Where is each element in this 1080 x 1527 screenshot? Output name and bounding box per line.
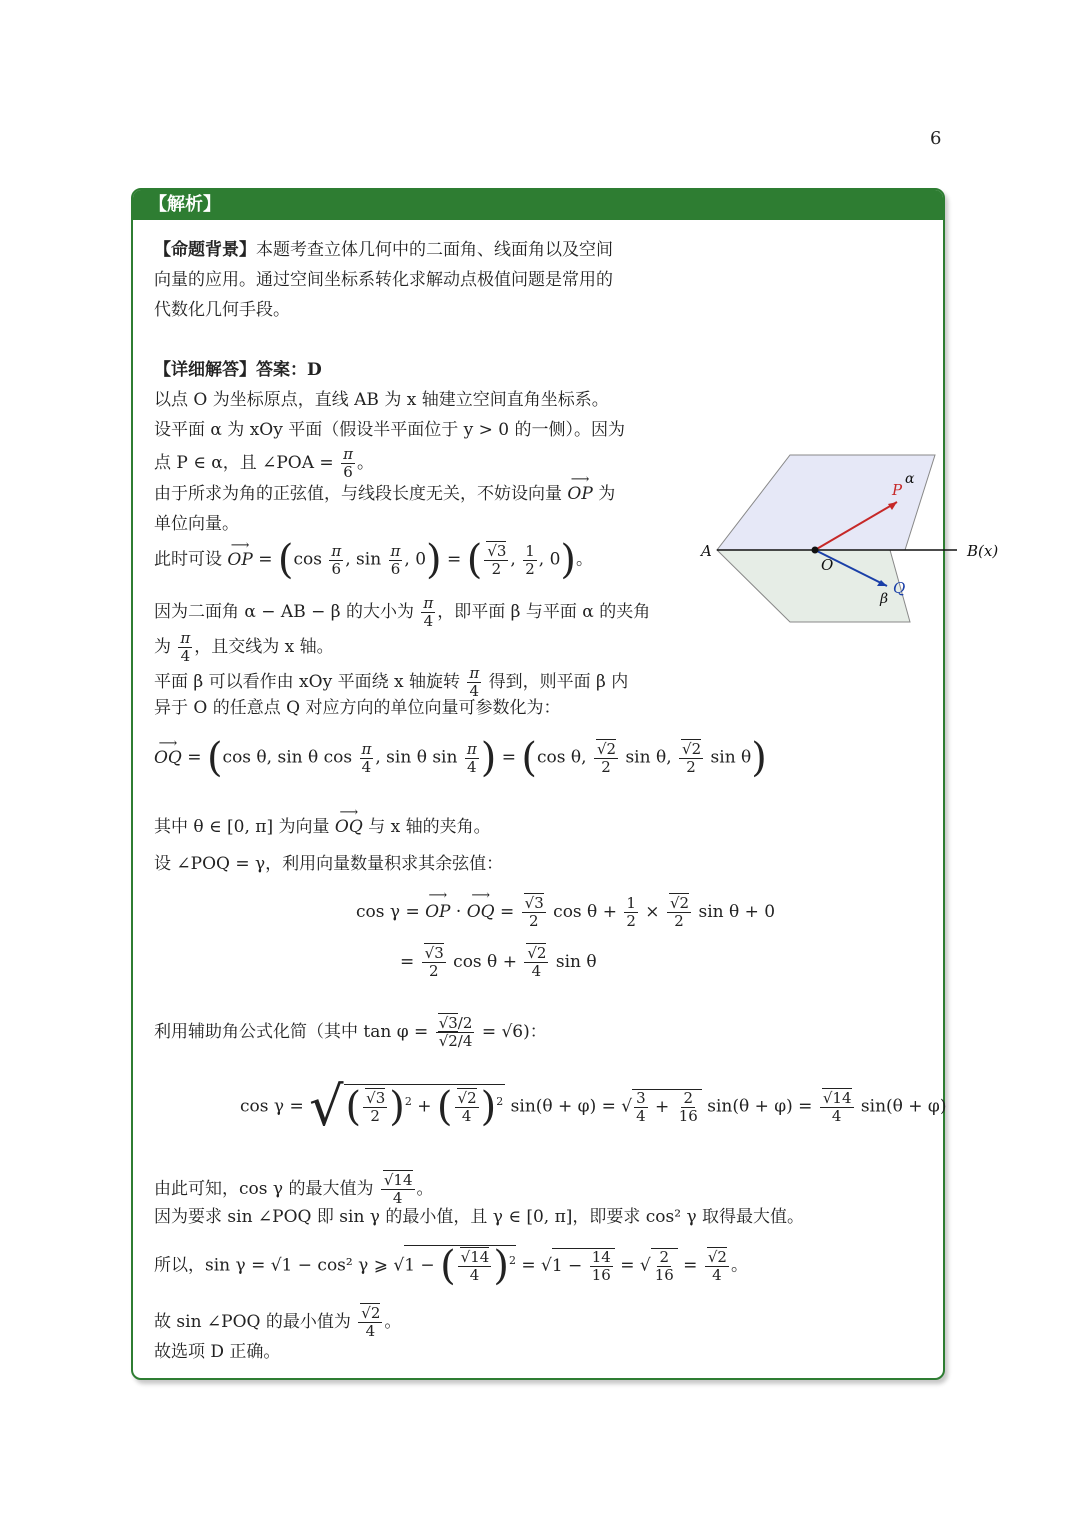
solution-line-4: 由于所求为角的正弦值，与线段长度无关，不妨设向量 ⟶ OP 为 (154, 482, 615, 506)
plane-alpha (717, 455, 935, 550)
background-line-2: 向量的应用。通过空间坐标系转化求解动点极值问题是常用的 (154, 270, 613, 290)
solution-line-5: 单位向量。 (154, 514, 239, 534)
solution-line-1: 以点 O 为坐标原点，直线 AB 为 x 轴建立空间直角坐标系。 (154, 390, 609, 410)
label-alpha: α (905, 471, 915, 487)
cos-gamma-auxiliary-equation: cos γ = √( $\frac{√3}{2}$ )$^2$ + ( $\frac{√2}{4}$ )$^2$ sin(θ + φ) = √ $\frac{3}{4}$ + $\frac{2}{16}$ sin(θ + φ) = $\frac{√14}{4}$ sin(θ + φ) (240, 1075, 947, 1138)
solution-line-16: 所以，sin γ = √1 − cos² γ ⩾ √1 − ( $\frac{√14}{4}$ )$^2$ = √1 − $\frac{14}{16}$ = √ $\frac{2}{16}$ = $\frac{√2}{4}$ 。 (154, 1243, 748, 1289)
fraction: $\frac{\pi}{6}$ (343, 445, 353, 481)
solution-line-15: 因为要求 sin ∠POQ 即 sin γ 的最小值，且 γ ∈ [0, π]，即要求 cos² γ 取得最大值。 (154, 1207, 805, 1227)
label-B: B(x) (967, 542, 999, 560)
solution-line-8: 为 $\frac{\pi}{4}$ ，且交线为 x 轴。 (154, 629, 334, 665)
background-line-1: 【命题背景】本题考查立体几何中的二面角、线面角以及空间 (154, 240, 613, 260)
label-P: P (892, 481, 903, 499)
solution-line-10: 异于 O 的任意点 Q 对应方向的单位向量可参数化为： (154, 698, 561, 718)
page-number: 6 (930, 128, 942, 149)
label-Q: Q (893, 579, 906, 597)
solution-line-3: 点 P ∈ α，且 ∠POA = $\frac{\pi}{6}$ 。 (154, 445, 374, 481)
point-O (812, 547, 819, 554)
solution-label: 【详细解答】答案：D (154, 360, 322, 380)
solution-line-18: 故选项 D 正确。 (154, 1342, 281, 1362)
label-beta: β (880, 591, 889, 607)
background-label: 【命题背景】 (154, 240, 256, 260)
label-A: A (701, 542, 712, 560)
op-vector-equation: 此时可设 ⟶ OP = (cos $\frac{\pi}{6}$ , sin $\frac{\pi}{6}$ , 0) = ( $\frac{√3}{2}$ , $\frac{1}{2}$ , 0)。 (154, 540, 593, 580)
label-O: O (821, 556, 834, 574)
solution-line-13: 利用辅助角公式化简（其中 tan φ = $\frac{√3/2}{√2/4}$ = √6)： (154, 1014, 547, 1050)
vector-OP: ⟶ OP (567, 482, 592, 506)
solution-line-12: 设 ∠POQ = γ，利用向量数量积求其余弦值： (154, 854, 504, 874)
solution-line-2: 设平面 α 为 xOy 平面（假设半平面位于 y > 0 的一侧）。因为 (154, 420, 626, 440)
cos-gamma-equation-2: = $\frac{√3}{2}$ cos θ + $\frac{√2}{4}$ sin θ (400, 944, 597, 980)
panel-title: 【解析】 (133, 190, 943, 220)
background-line-3: 代数化几何手段。 (154, 300, 290, 320)
solution-line-17: 故 sin ∠POQ 的最小值为 $\frac{√2}{4}$ 。 (154, 1304, 402, 1340)
oq-vector-equation: ⟶ OQ = (cos θ, sin θ cos $\frac{\pi}{4}$ , sin θ sin $\frac{\pi}{4}$ ) = (cos θ, $\frac{√2}{2}$ sin θ, $\frac{√2}{2}$ sin θ) (154, 738, 767, 778)
cos-gamma-equation-1: cos γ = ⟶ OP · ⟶ OQ = $\frac{√3}{2}$ cos θ + $\frac{1}{2}$ × $\frac{√2}{2}$ sin θ + 0 (356, 895, 775, 930)
solution-line-14: 由此可知，cos γ 的最大值为 $\frac{√14}{4}$ 。 (154, 1171, 434, 1207)
solution-line-7: 因为二面角 α − AB − β 的大小为 $\frac{\pi}{4}$ ，即平面 β 与平面 α 的夹角 (154, 594, 651, 630)
solution-line-11: 其中 θ ∈ [0, π] 为向量 ⟶ OQ 与 x 轴的夹角。 (154, 815, 491, 839)
dihedral-angle-figure (695, 450, 1015, 630)
solution-line-9: 平面 β 可以看作由 xOy 平面绕 x 轴旋转 $\frac{\pi}{4}$ 得到，则平面 β 内 (154, 664, 629, 700)
